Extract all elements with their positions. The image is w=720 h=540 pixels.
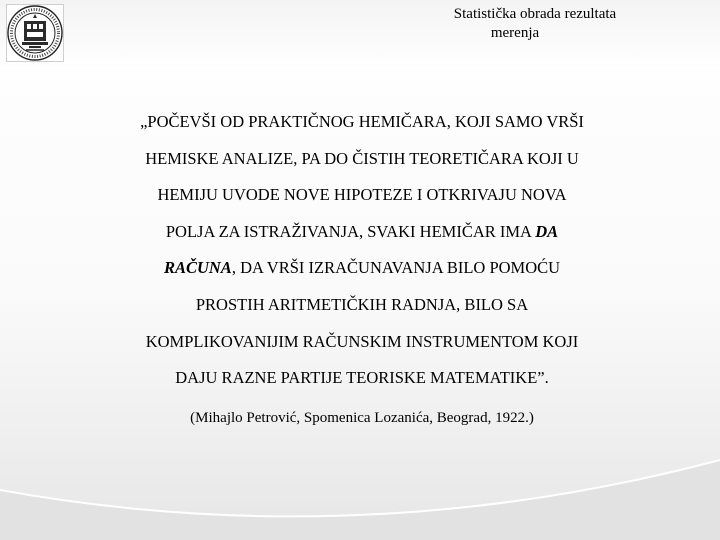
citation: (Mihajlo Petrović, Spomenica Lozanića, Beograd, 1922.) <box>190 410 534 426</box>
header-title <box>390 5 640 43</box>
header-title-line1: Statistička obrada rezultata <box>453 6 617 22</box>
quote-emphasis: RAČUNA <box>163 258 232 278</box>
decorative-curve <box>0 420 720 540</box>
quote-line: DAJU RAZNE PARTIJE TEORISKE MATEMATIKE”. <box>175 368 549 388</box>
quote-emphasis: DA <box>535 221 559 241</box>
quote-line: HEMIJU UVODE NOVE HIPOTEZE I OTKRIVAJU NOVA <box>157 185 567 205</box>
quote-text: POLJA ZA ISTRAŽIVANJA, SVAKI HEMIČAR IMA <box>165 221 536 241</box>
header-title-line2: merenja <box>490 25 540 41</box>
quote-block <box>80 104 644 397</box>
quote-line <box>80 250 644 287</box>
quote-line: KOMPLIKOVANIJIM RAČUNSKIM INSTRUMENTOM KOJI <box>145 331 579 351</box>
quote-text: , DA VRŠI IZRAČUNAVANJA BILO POMOĆU <box>231 258 561 278</box>
university-seal-icon <box>6 4 64 62</box>
quote-line: PROSTIH ARITMETIČKIH RADNJA, BILO SA <box>195 294 529 314</box>
quote-line: HEMISKE ANALIZE, PA DO ČISTIH TEORETIČARA KOJI U <box>145 148 579 168</box>
quote-line: „POČEVŠI OD PRAKTIČNOG HEMIČARA, KOJI SAMO VRŠI <box>140 112 584 131</box>
quote-line <box>80 214 644 251</box>
